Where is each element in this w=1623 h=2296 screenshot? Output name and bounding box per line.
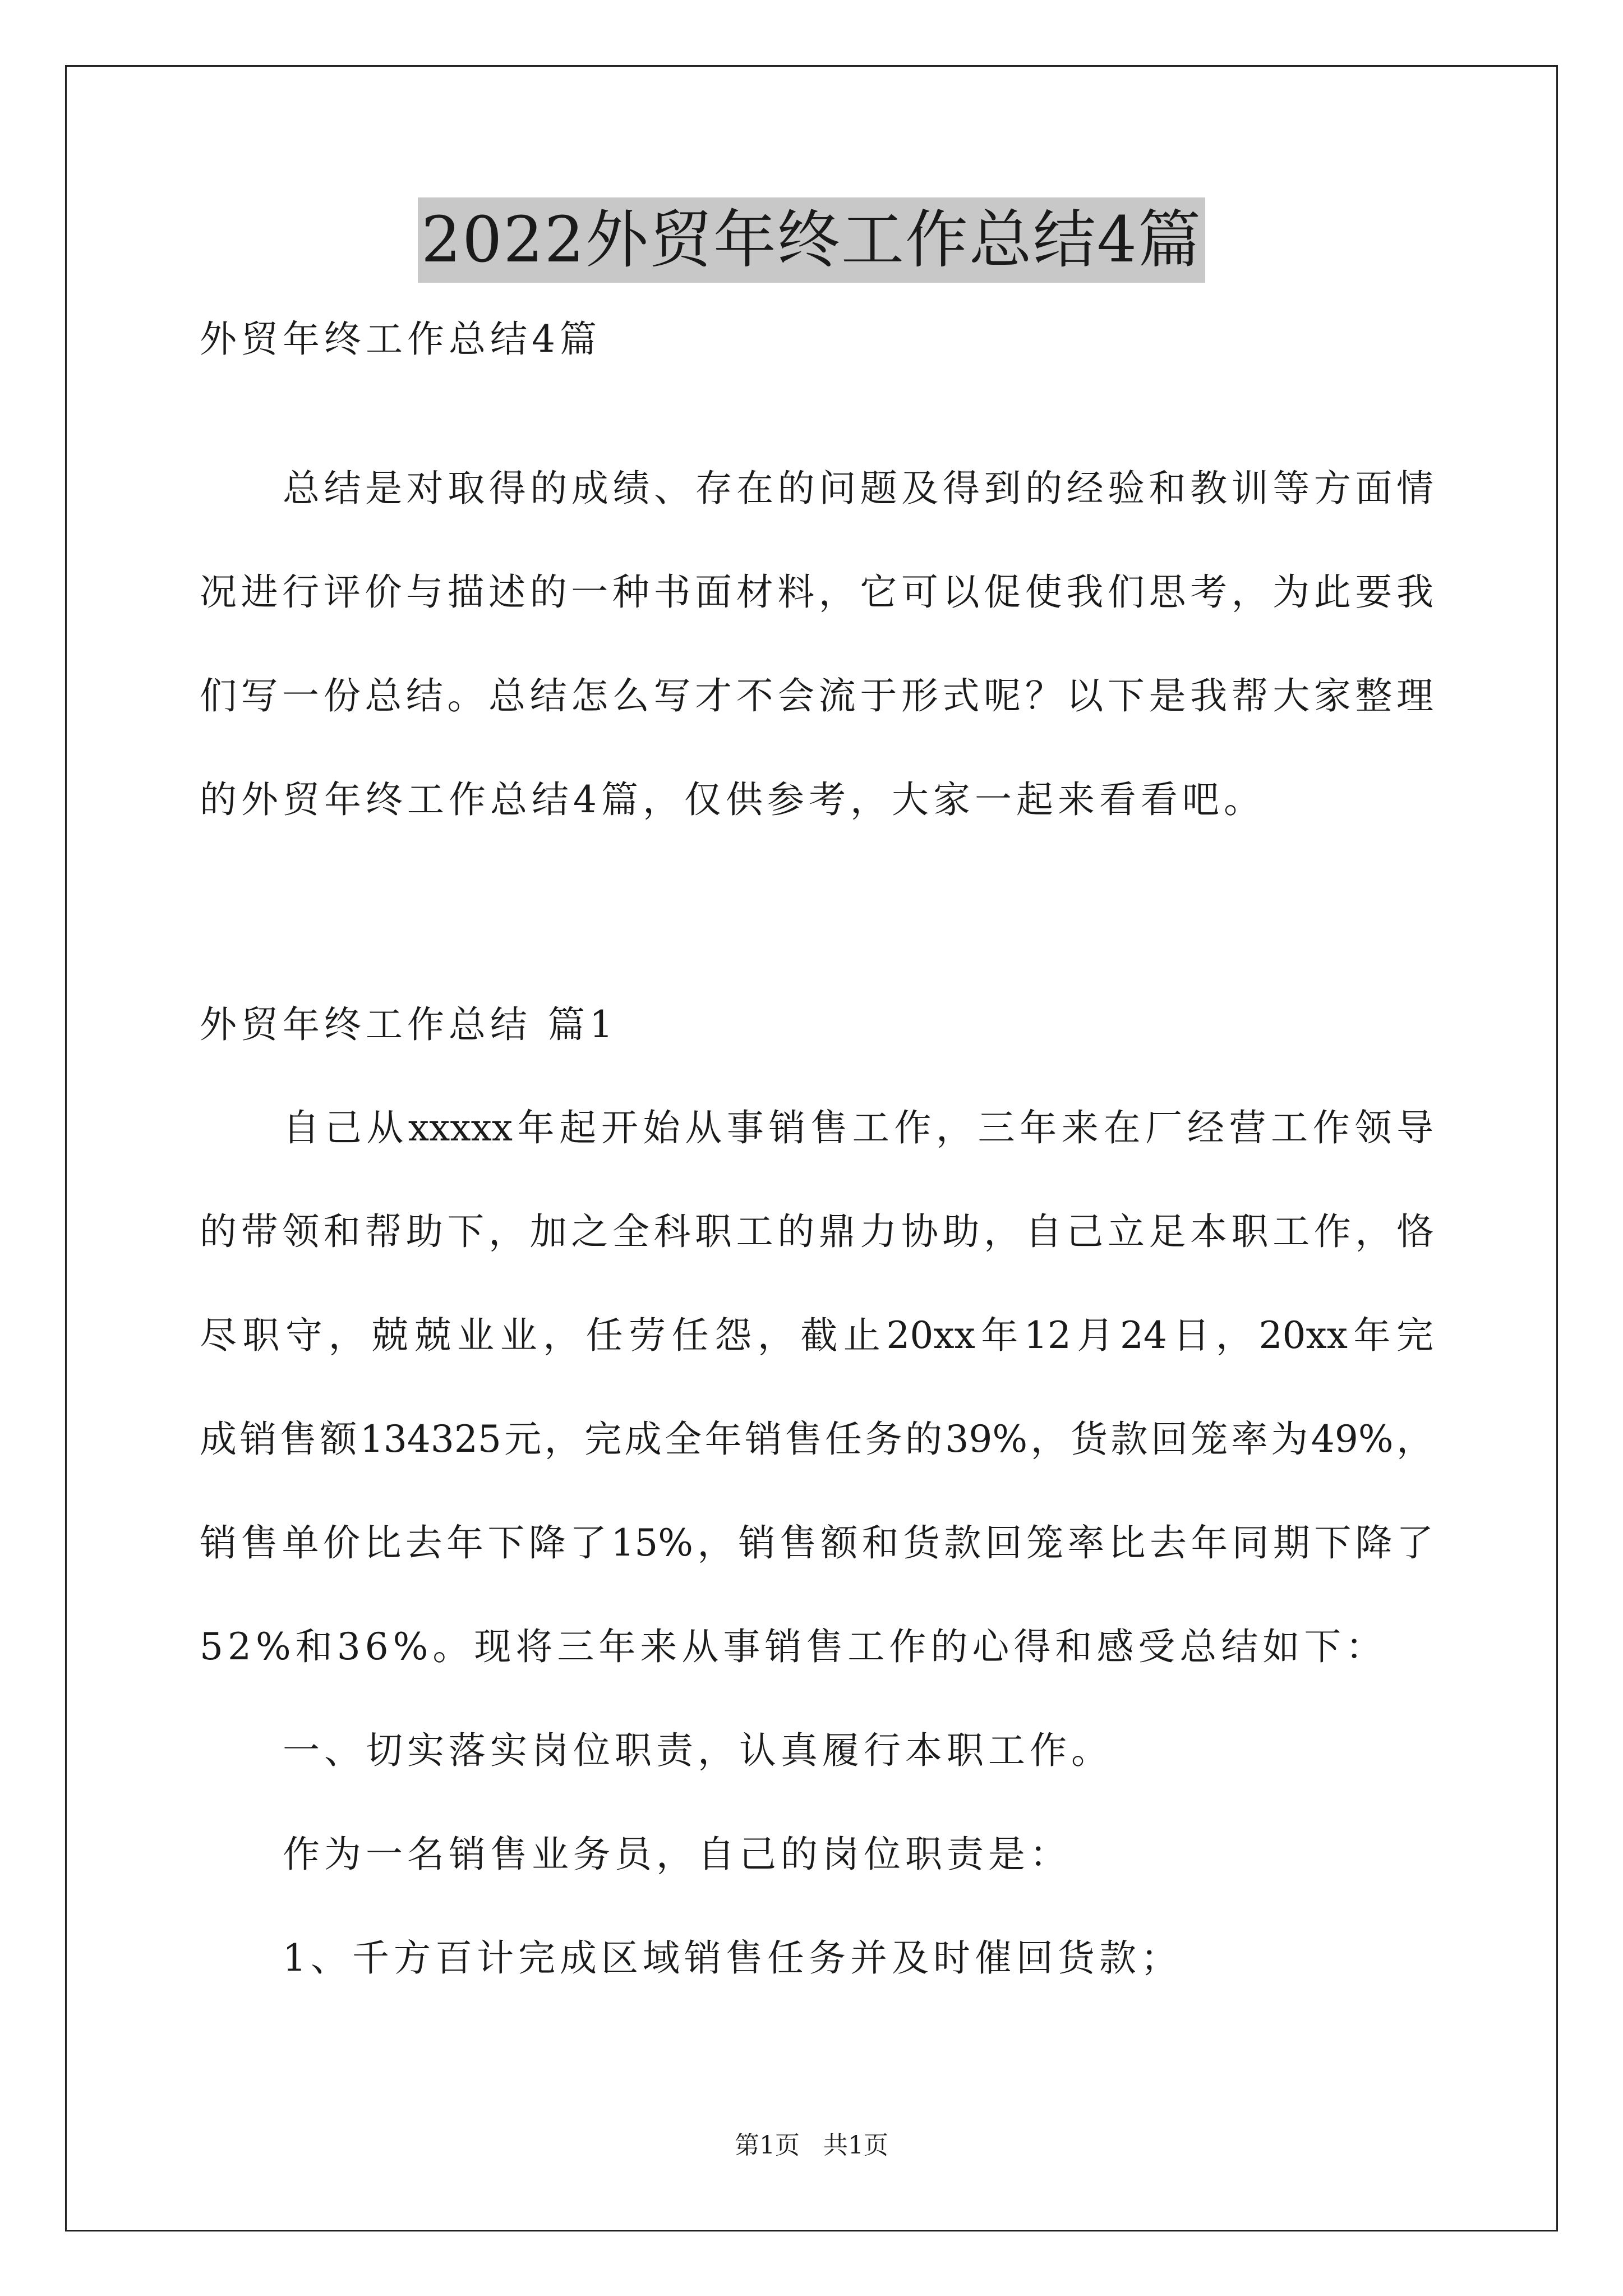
paragraph-line: 成销售额134325元，完成全年销售任务的39%，货款回笼率为49%， bbox=[200, 1418, 1433, 1461]
title-wrapper bbox=[0, 197, 1623, 283]
list-item: 1、千方百计完成区域销售任务并及时催回货款； bbox=[283, 1936, 1182, 1980]
document-title: 2022外贸年终工作总结4篇 bbox=[418, 197, 1205, 283]
subtitle-line: 外贸年终工作总结4篇 bbox=[200, 318, 601, 361]
paragraph-line: 况进行评价与描述的一种书面材料，它可以促使我们思考，为此要我 bbox=[200, 570, 1433, 614]
paragraph-line: 销售单价比去年下降了15%，销售额和货款回笼率比去年同期下降了 bbox=[200, 1521, 1433, 1565]
paragraph-line: 的外贸年终工作总结4篇，仅供参考，大家一起来看看吧。 bbox=[200, 778, 1265, 821]
paragraph-line: 的带领和帮助下，加之全科职工的鼎力协助，自己立足本职工作，恪 bbox=[200, 1210, 1433, 1253]
paragraph-line: 们写一份总结。总结怎么写才不会流于形式呢？以下是我帮大家整理 bbox=[200, 674, 1433, 717]
paragraph-line: 自己从xxxxx年起开始从事销售工作，三年来在厂经营工作领导 bbox=[283, 1106, 1433, 1149]
section-heading: 外贸年终工作总结 篇1 bbox=[200, 1003, 617, 1046]
page-footer: 第1页 共1页 bbox=[735, 2131, 888, 2160]
paragraph-line: 尽职守，兢兢业业，任劳任怨，截止20xx年12月24日，20xx年完 bbox=[200, 1314, 1433, 1357]
paragraph-line: 总结是对取得的成绩、存在的问题及得到的经验和教训等方面情 bbox=[283, 467, 1433, 510]
paragraph-line: 52%和36%。现将三年来从事销售工作的心得和感受总结如下： bbox=[200, 1625, 1387, 1668]
paragraph-line: 作为一名销售业务员，自己的岗位职责是： bbox=[283, 1833, 1071, 1876]
list-heading: 一、切实落实岗位职责，认真履行本职工作。 bbox=[283, 1729, 1113, 1772]
